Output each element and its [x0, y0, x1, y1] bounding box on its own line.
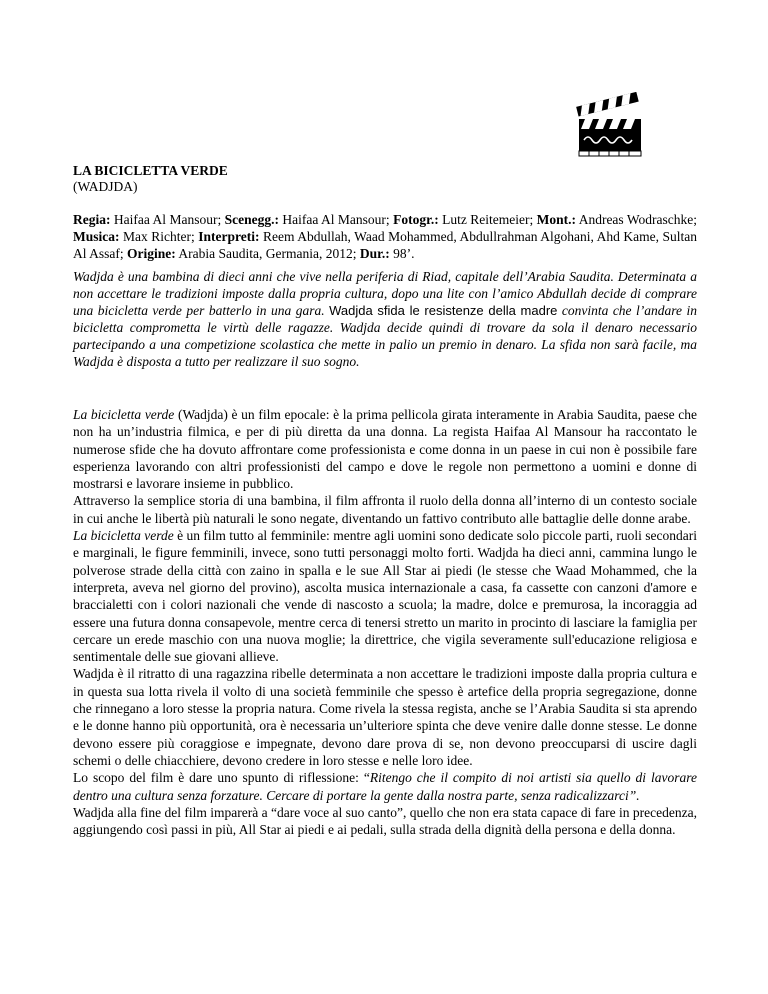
credit-label-durata: Dur.: [359, 246, 390, 261]
review-text-5: Lo scopo del film è dare uno spunto di riflessione: “ [73, 770, 370, 786]
director-quote: Ritengo che il compito di noi artisti sia quello di lavorare dentro una cultura senza forzature. Cercare di portare la gente dalla nostra parte, senza radicalizzarci”. [73, 770, 697, 803]
film-title-italic: La bicicletta verde [73, 407, 175, 422]
review-paragraph-4: Wadjda è il ritratto di una ragazzina ribelle determinata a non accettare le tradizioni imposte dalla propria cultura e in questa sua lotta rivela il volto di una società femminile che spesso è artefice della propria segregazione, donne che rinnegano a loro stesse la propria natura. Come rivela la stessa regista, anche se l’Arabia Saudita si sta aprendo e le donne hanno più opportunità, ora è necessaria un’ulteriore spinta che deve venire dalle donne stesse. Le donne devono essere più coraggiose e impegnate, devono dare prova di se, non devono preoccuparsi di uscire dagli schemi o delle chiacchiere, devono credere in loro stesse e nelle loro idee. [73, 666, 697, 768]
credit-value-interpreti: Reem Abdullah, Waad Mohammed, Abdullrahman Algohani, Ahd Kame, Sultan Al Assaf; [73, 229, 697, 261]
credit-label-origine: Origine: [127, 246, 176, 261]
review-paragraph-2: Attraverso la semplice storia di una bambina, il film affronta il ruolo della donna all’interno di un contesto sociale in cui anche le libertà più naturali le sono negate, diventando un fattivo contributo alle battaglie delle donne arabe. [73, 493, 697, 526]
review-text-1: (Wadjda) è un film epocale: è la prima pellicola girata interamente in Arabia Saudita, paese che non ha un’industria filmica, e per di più diretta da una donna. La regista Haifaa Al Mansour ha raccontato le numerose sfide che ha dovuto affrontare come professionista e come donna in un paese in cui non è possibile fare esperienza lavorando con altri professionisti del campo e dove le regole non permettono a uomini e donne di mostrarsi e lavorare insieme in pubblico. [73, 407, 697, 492]
review-paragraph-6: Wadjda alla fine del film imparerà a “dare voce al suo canto”, quello che non era stata capace di fare in precedenza, aggiungendo così passi in più, All Star ai piedi e ai pedali, sulla strada della dignità della persona e della donna. [73, 804, 697, 838]
synopsis-text-1: Wadjda è una bambina di dieci anni che vive nella periferia di Riad, capitale dell’Arabia Saudita. Determinata a non accettare le tradizioni imposte dalla propria cultura, dopo una lite con l’amico Abdullah decide di comprare una bicicletta verde per batterlo in una gara. [73, 269, 697, 318]
review-paragraph-5 [73, 769, 697, 804]
credit-label-interpreti: Interpreti: [198, 229, 260, 244]
credit-value-mont: Andreas Wodraschke; [576, 212, 697, 227]
credit-value-musica: Max Richter; [119, 229, 199, 244]
clapperboard-logo [575, 92, 645, 158]
credit-label-mont: Mont.: [536, 212, 577, 227]
synopsis-text-upright: Wadjda sfida le resistenze della madre [329, 303, 558, 318]
review-body [73, 406, 697, 838]
credit-label-fotogr: Fotogr.: [393, 212, 439, 227]
film-title-italic: La bicicletta verde [73, 528, 174, 544]
credit-value-origine: Arabia Saudita, Germania, 2012; [175, 246, 360, 261]
credit-value-fotogr: Lutz Reitemeier; [438, 212, 537, 227]
credit-label-scenegg: Scenegg.: [224, 212, 279, 227]
film-title: LA BICICLETTA VERDE [73, 163, 228, 178]
review-paragraph-1 [73, 406, 697, 492]
synopsis-paragraph [73, 268, 697, 370]
review-text-3: è un film tutto al femminile: mentre agli uomini sono dedicate solo piccole parti, ruoli secondari e marginali, le figure femminili, invece, sono tutti personaggi molto forti. Wadjda ha dieci anni, cammina lungo le polverose strade della città con zaino in spalla e le sue All Star ai piedi (le stesse che Waad Mohammed, che la interpreta, aveva nel giorno del provino), ascolta musica internazionale a casa, fa cassette con canzoni d'amore e braccialetti con i colori nazionali che vende di nascosto a scuola; la madre, dolce e premurosa, la incoraggia ad essere una futura donna consapevole, mentre cerca di tenersi stretto un marito in procinto di lasciare la famiglia per cercare un erede maschio con una nuova moglie; la direttrice, che vigila severamente sull'educazione religiosa e sentimentale delle sue giovani allieve. [73, 528, 697, 665]
film-credits [73, 211, 697, 262]
credit-value-regia: Haifaa Al Mansour; [110, 212, 225, 227]
credit-label-regia: Regia: [73, 212, 111, 227]
credit-label-musica: Musica: [73, 229, 120, 244]
credit-value-durata: 98’. [389, 246, 415, 261]
synopsis-text-2: convinta che l’andare in bicicletta comprometta le virtù delle ragazze. Wadjda decide quindi di trovare da sola il denaro necessario partecipando a una competizione scolastica che mette in palio un premio in denaro. La sfida non sarà facile, ma Wadjda è disposta a tutto per realizzare il suo sogno. [73, 303, 697, 369]
review-paragraph-3 [73, 527, 697, 665]
film-original-title: (WADJDA) [73, 179, 138, 194]
credit-value-scenegg: Haifaa Al Mansour; [278, 212, 394, 227]
